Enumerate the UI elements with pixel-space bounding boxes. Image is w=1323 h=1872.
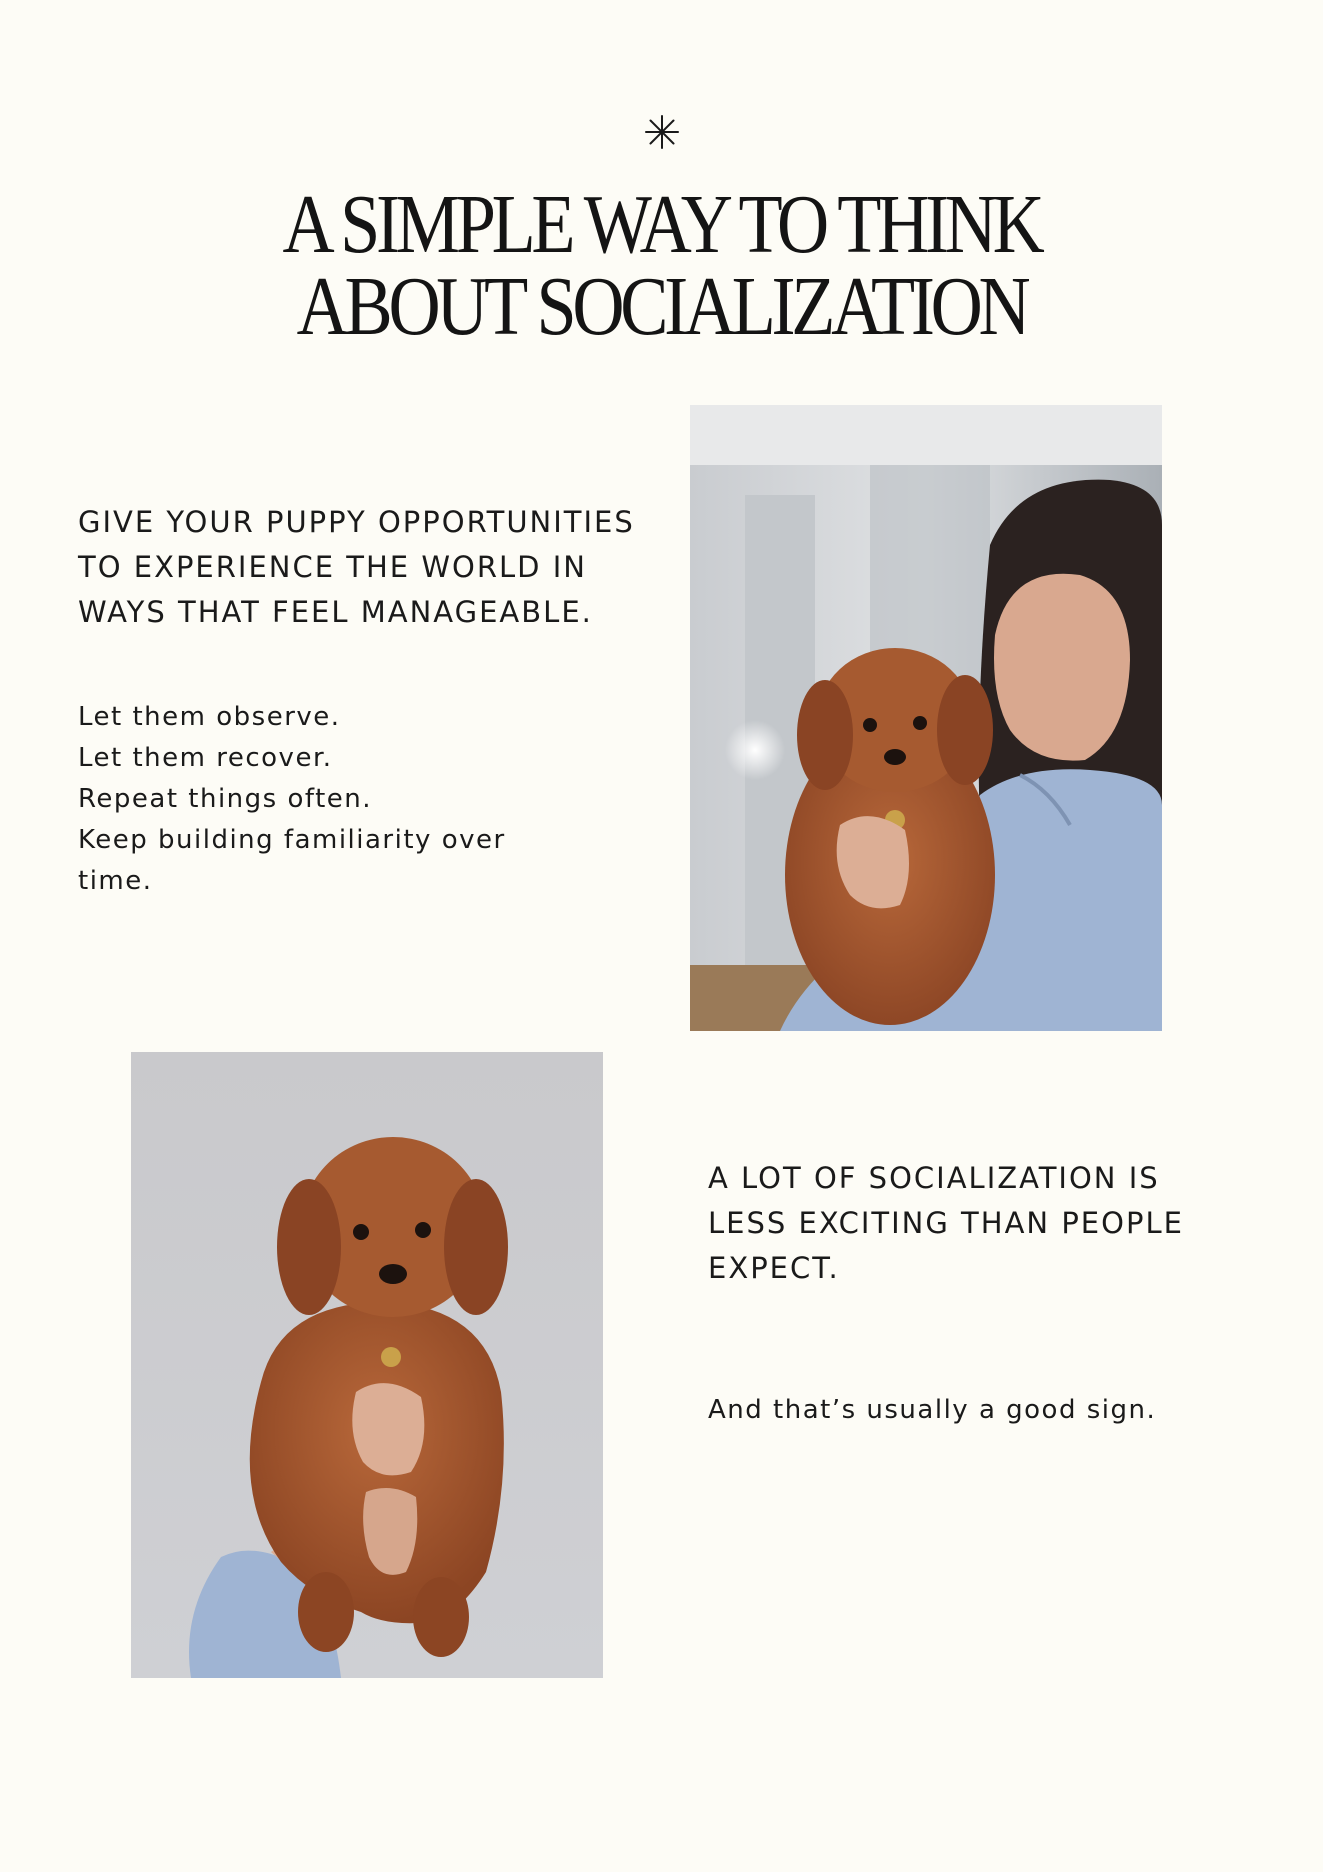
title-line-2: ABOUT SOCIALIZATION [296, 260, 1027, 353]
section1-body-line: Let them recover. [78, 743, 333, 773]
photo-puppy-held-up [131, 1052, 603, 1678]
section2-heading [708, 1156, 1268, 1291]
section1-body-line: Let them observe. [78, 702, 341, 732]
section1-body-line: Repeat things often. [78, 784, 373, 814]
photo-woman-holding-puppy [690, 405, 1162, 1031]
section2-body [708, 1390, 1268, 1431]
section2-body-line: And that’s usually a good sign. [708, 1395, 1157, 1425]
title-line-1: A SIMPLE WAY TO THINK [282, 178, 1041, 271]
section2-heading-line: LESS EXCITING THAN PEOPLE [708, 1206, 1184, 1240]
page-title [93, 178, 1231, 353]
section1-heading-line: GIVE YOUR PUPPY OPPORTUNITIES [78, 505, 635, 539]
section1-heading-line: WAYS THAT FEEL MANAGEABLE. [78, 595, 593, 629]
section2-heading-line: A LOT OF SOCIALIZATION IS [708, 1161, 1160, 1195]
section1-body-line: Keep building familiarity over [78, 825, 506, 855]
section1-body [78, 697, 538, 902]
section1-body-line: time. [78, 866, 153, 896]
section2-heading-line: EXPECT. [708, 1251, 840, 1285]
section1-heading [78, 500, 658, 635]
asterisk-icon [0, 112, 1323, 168]
section1-heading-line: TO EXPERIENCE THE WORLD IN [78, 550, 587, 584]
